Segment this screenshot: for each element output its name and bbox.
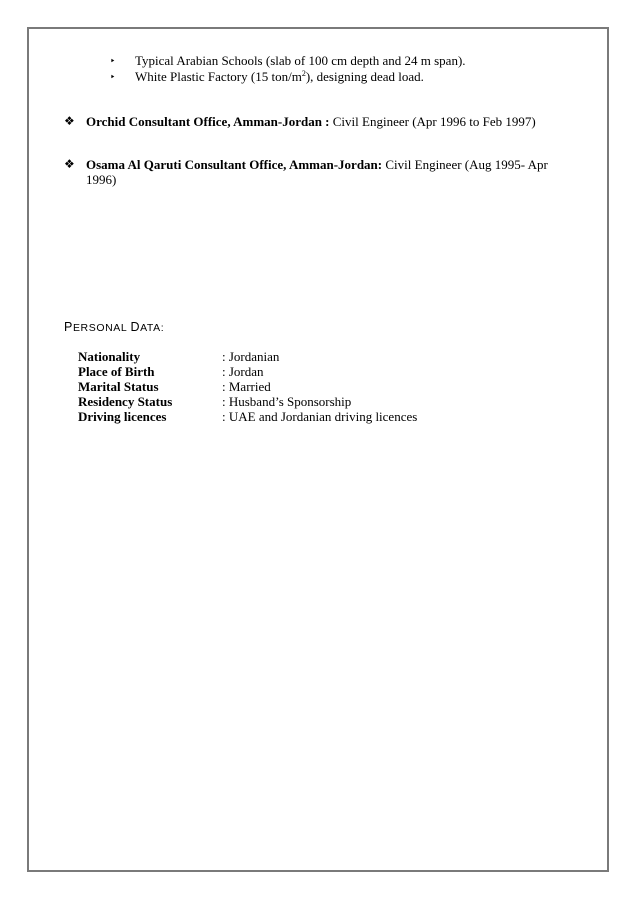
field-label: Nationality	[78, 349, 141, 364]
diamond-bullet-icon: ❖	[64, 114, 75, 128]
triangle-bullet-icon: ‣	[110, 56, 116, 66]
table-row	[78, 409, 417, 424]
page-border	[27, 27, 609, 872]
personal-data-heading	[64, 320, 164, 334]
field-value: : Jordanian	[222, 349, 280, 364]
list-item	[110, 53, 466, 69]
field-label: Marital Status	[78, 379, 159, 394]
heading-cap: D	[130, 320, 141, 334]
experience-text	[64, 114, 564, 129]
field-value: : Married	[222, 379, 271, 394]
table-row	[78, 394, 417, 409]
project-text: White Plastic Factory (15 ton/m	[135, 69, 302, 84]
project-text: Typical Arabian Schools (slab of 100 cm depth and 24 m span).	[135, 53, 466, 68]
organization-name: Osama Al Qaruti Consultant Office, Amman-Jordan:	[86, 157, 383, 172]
list-item	[110, 69, 466, 85]
heading-rest: ERSONAL	[72, 322, 131, 334]
field-value: : Jordan	[222, 364, 264, 379]
field-value: : UAE and Jordanian driving licences	[222, 409, 418, 424]
triangle-bullet-icon: ‣	[110, 72, 116, 82]
table-row	[78, 379, 417, 394]
field-label: Residency Status	[78, 394, 173, 409]
experience-item-orchid	[64, 114, 564, 129]
personal-data-table	[78, 349, 417, 424]
diamond-bullet-icon: ❖	[64, 157, 75, 171]
heading-rest: ATA:	[140, 322, 165, 334]
job-role: Civil Engineer (Apr 1996 to Feb 1997)	[329, 114, 536, 129]
field-label: Place of Birth	[78, 364, 155, 379]
job-role: Civil Engineer (Aug 1995- Apr 1996)	[86, 157, 548, 187]
project-text-tail: ), designing dead load.	[305, 69, 424, 84]
heading-cap: P	[64, 320, 73, 334]
field-label: Driving licences	[78, 409, 167, 424]
experience-item-osama	[64, 157, 564, 187]
field-value: : Husband’s Sponsorship	[222, 394, 352, 409]
experience-text	[64, 157, 564, 187]
table-row	[78, 349, 417, 364]
superscript: 2	[301, 69, 306, 78]
organization-name: Orchid Consultant Office, Amman-Jordan :	[86, 114, 330, 129]
table-row	[78, 364, 417, 379]
projects-list	[110, 53, 466, 85]
